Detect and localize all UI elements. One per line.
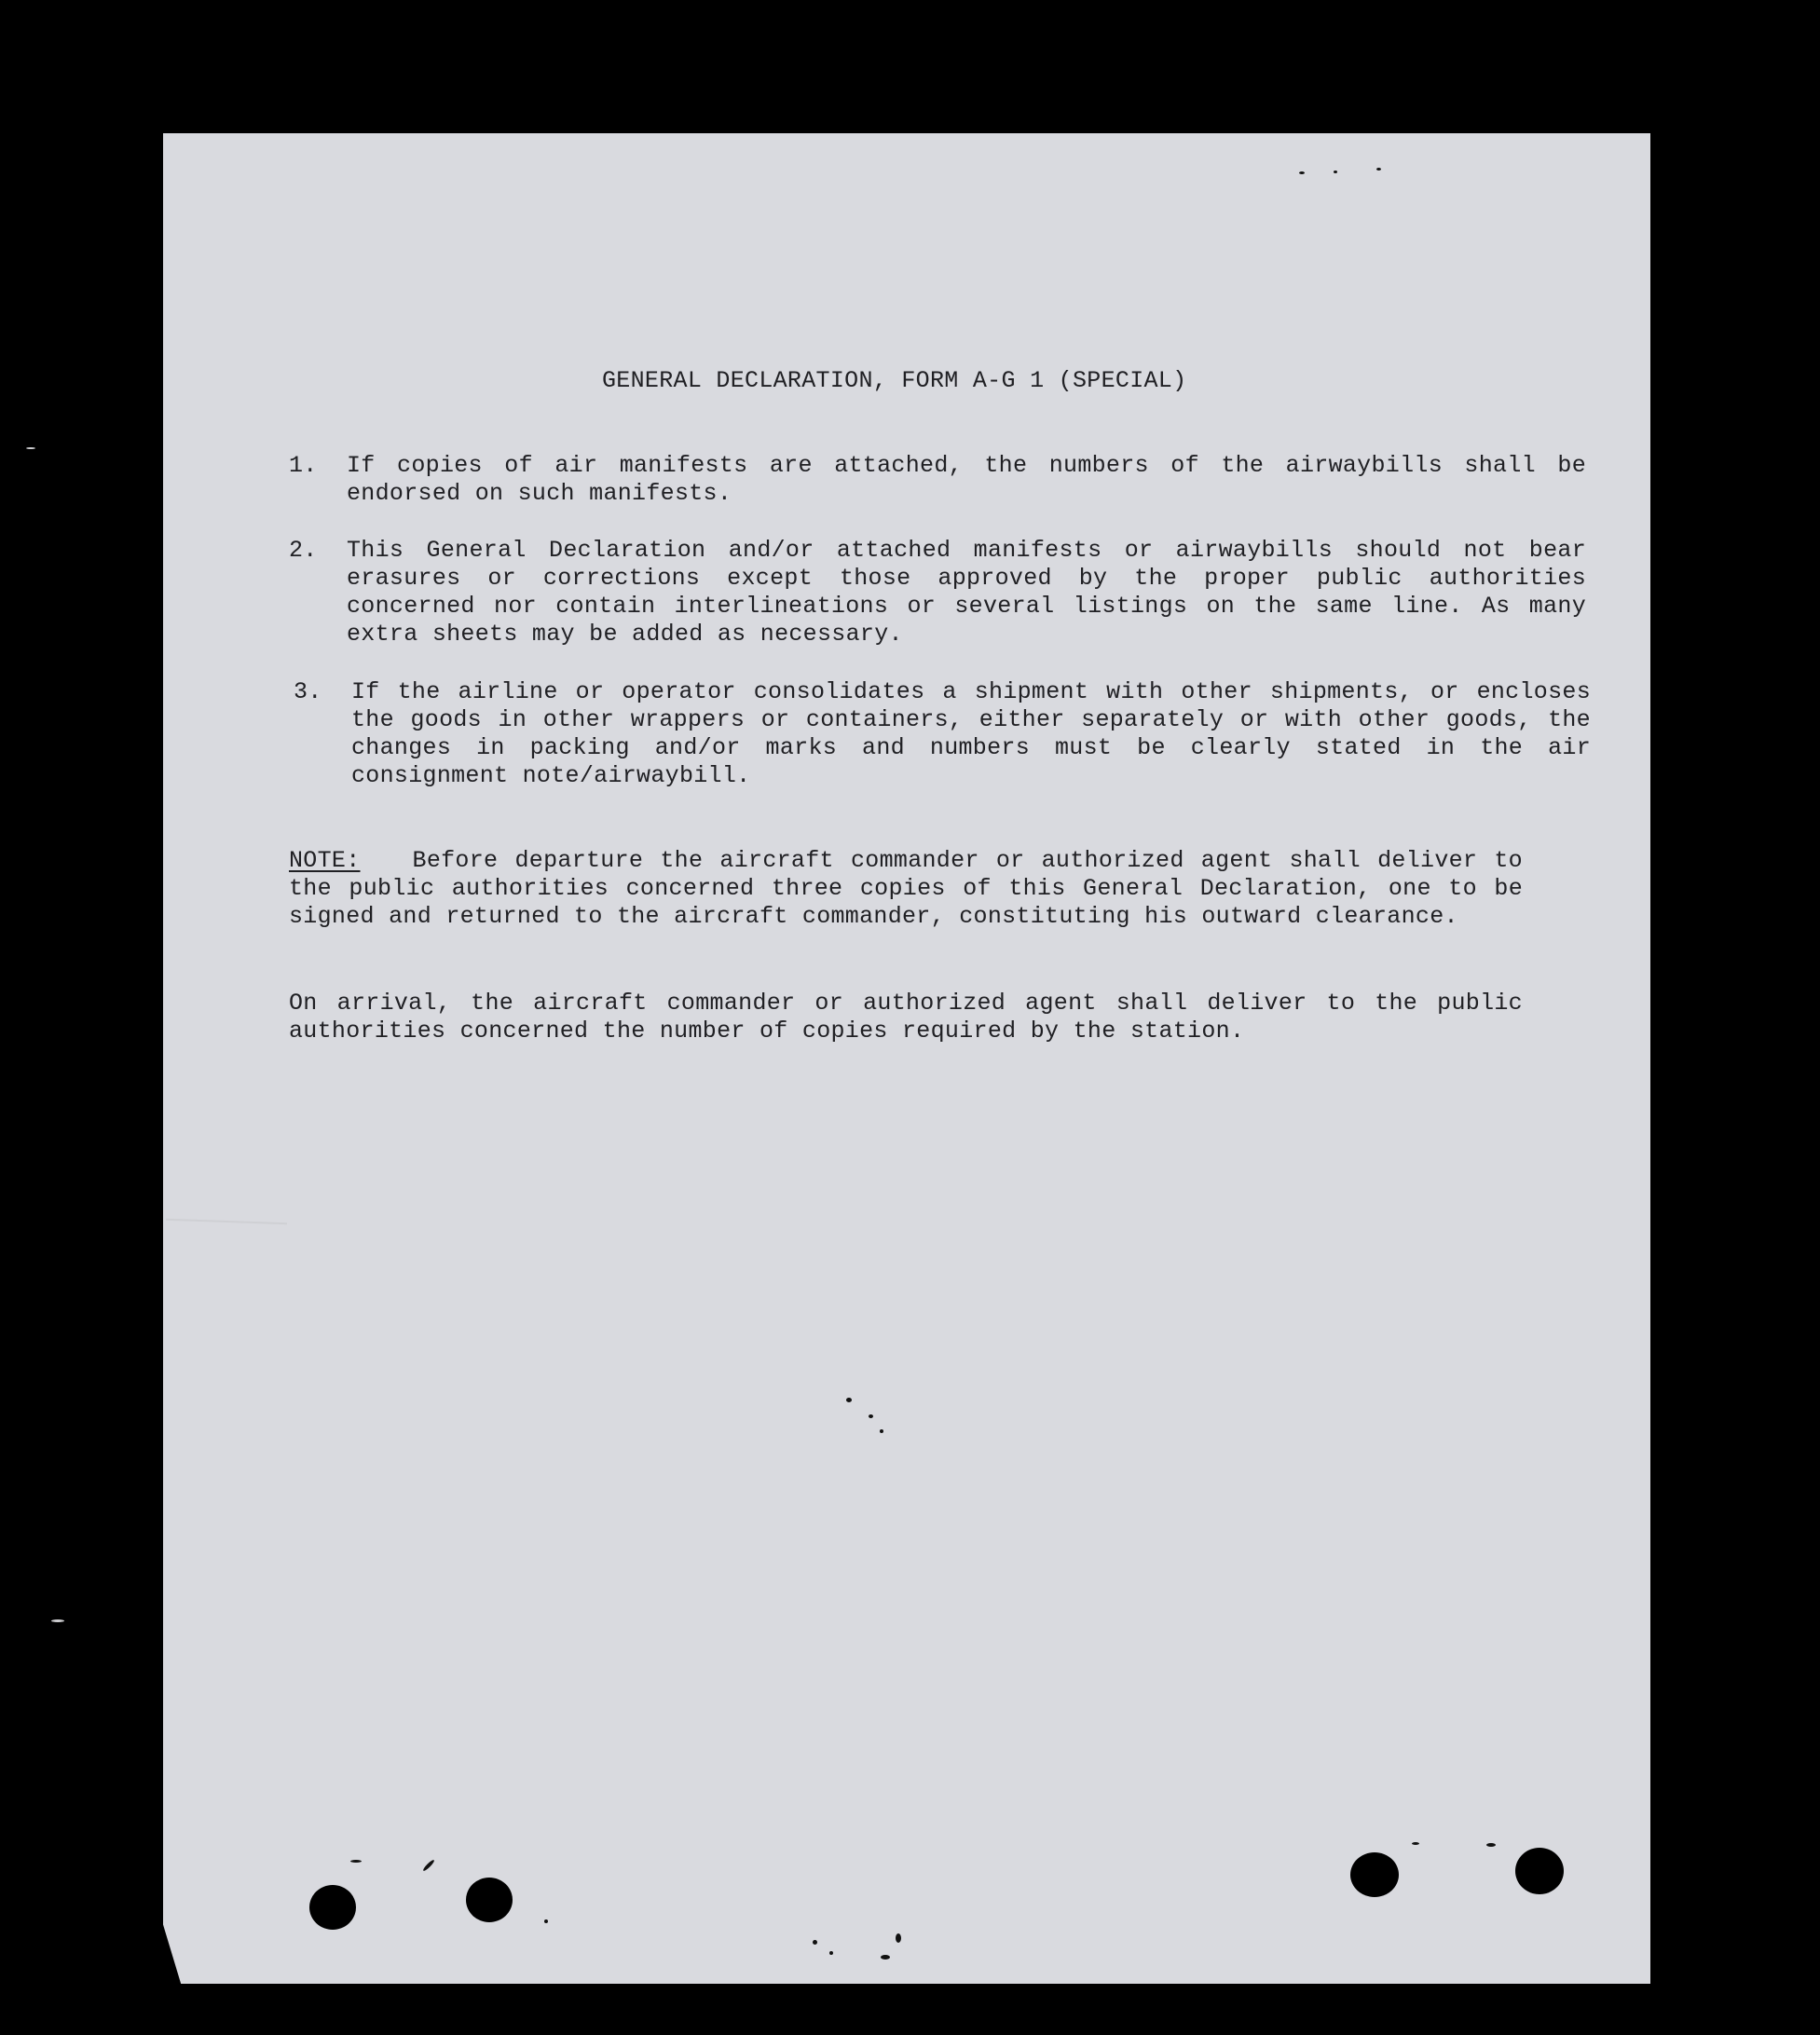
speck bbox=[1299, 171, 1305, 174]
punch-hole bbox=[1515, 1848, 1564, 1894]
item-number: 3. bbox=[294, 678, 322, 705]
note-text: Before departure the aircraft commander or authorized agent shall deliver to the public authorities concerned three copies of this General Declaration, one to be signed and returned to the aircraft commander, constituting his outward clearance. bbox=[289, 847, 1523, 930]
list-item bbox=[294, 678, 1591, 790]
arrival-block bbox=[289, 990, 1523, 1045]
item-number: 2. bbox=[289, 537, 318, 564]
note-block bbox=[289, 847, 1523, 931]
speck bbox=[1334, 171, 1337, 173]
document-title: GENERAL DECLARATION, FORM A-G 1 (SPECIAL) bbox=[602, 367, 1187, 394]
speck bbox=[1486, 1843, 1496, 1847]
speck bbox=[829, 1951, 833, 1955]
arrival-text: On arrival, the aircraft commander or authorized agent shall deliver to the public authorities concerned the number of copies required by the station. bbox=[289, 990, 1523, 1045]
speck bbox=[1412, 1842, 1419, 1845]
item-number: 1. bbox=[289, 452, 318, 479]
speck bbox=[869, 1414, 873, 1418]
punch-hole bbox=[309, 1885, 356, 1930]
speck bbox=[881, 1955, 890, 1960]
speck bbox=[1376, 168, 1381, 171]
speck bbox=[813, 1940, 817, 1945]
speck bbox=[51, 1619, 64, 1622]
punch-hole bbox=[1350, 1852, 1399, 1897]
list-item bbox=[289, 452, 1586, 508]
list-item bbox=[289, 537, 1586, 649]
speck bbox=[350, 1860, 362, 1863]
item-text: If copies of air manifests are attached, the numbers of the airwaybills shall be endorsed on such manifests. bbox=[347, 452, 1586, 507]
note-label: NOTE: bbox=[289, 847, 361, 874]
speck bbox=[544, 1919, 548, 1923]
speck bbox=[846, 1398, 852, 1402]
speck bbox=[880, 1429, 883, 1433]
paper-sheet bbox=[163, 133, 1650, 1984]
item-text: If the airline or operator consolidates a shipment with other shipments, or encloses the goods in other wrappers or containers, either separately or with other goods, the changes in packing and/or marks and numbers must be clearly stated in the air consignment note/airwaybill. bbox=[351, 678, 1591, 789]
speck bbox=[26, 447, 35, 449]
punch-hole bbox=[466, 1878, 513, 1922]
speck bbox=[896, 1933, 901, 1943]
item-text: This General Declaration and/or attached manifests or airwaybills should not bear erasures or corrections except those approved by the proper public authorities concerned nor contain interlineations or several listings on the same line. As many extra sheets may be added as necessary. bbox=[347, 537, 1586, 648]
